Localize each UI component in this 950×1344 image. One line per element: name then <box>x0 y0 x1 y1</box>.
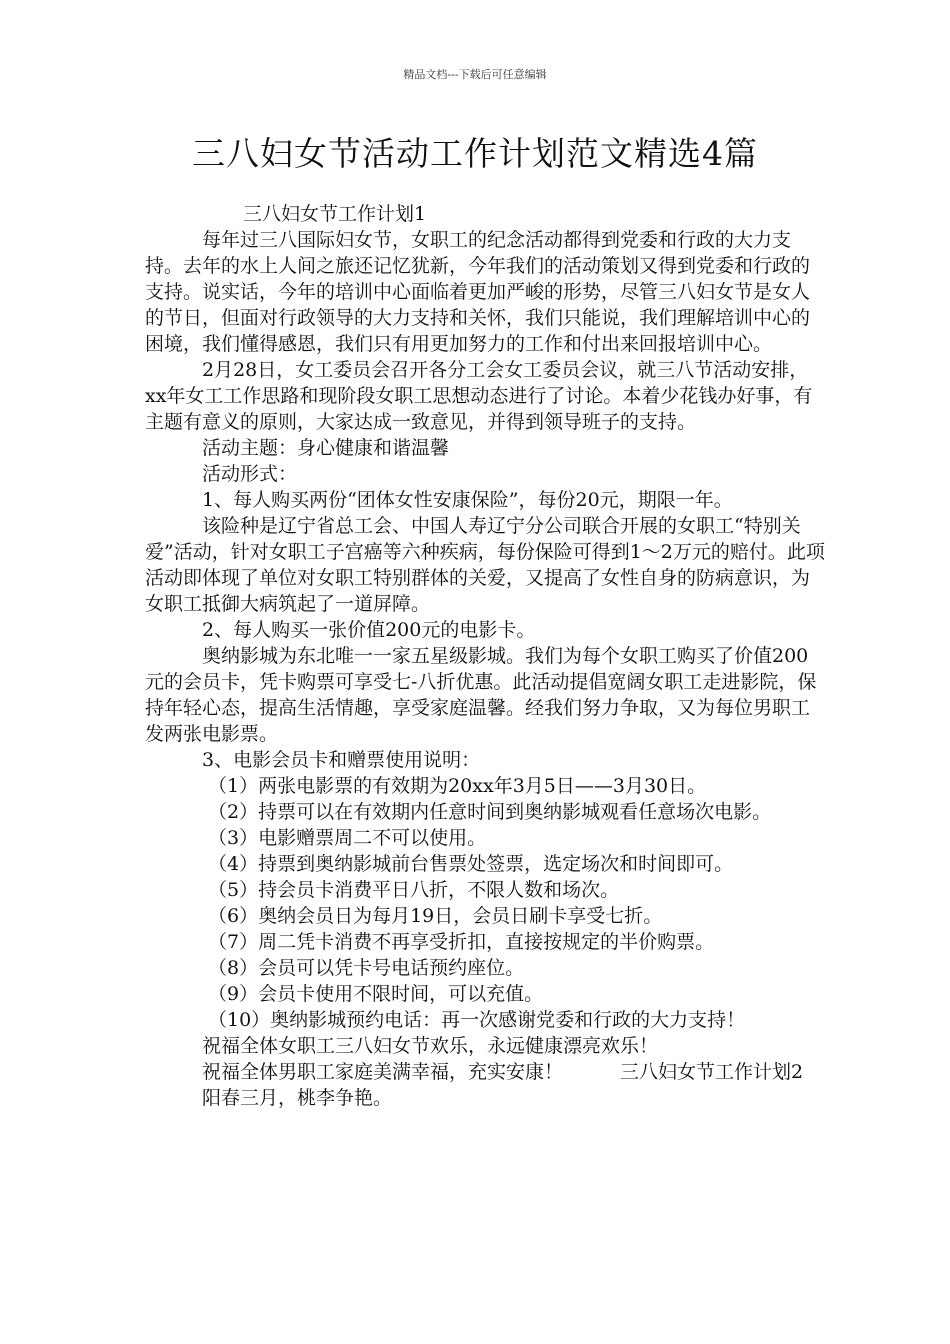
list-item: （1）两张电影票的有效期为20xx年3月5日——3月30日。 <box>208 775 707 797</box>
body-paragraph: 阳春三月，桃李争艳。 <box>202 1087 393 1109</box>
list-item: （10）奥纳影城预约电话：再一次感谢党委和行政的大力支持！ <box>208 1009 746 1031</box>
body-paragraph: 2、每人购买一张价值200元的电影卡。 <box>202 619 536 641</box>
body-paragraph: 祝福全体男职工家庭美满幸福，充实安康！ 三八妇女节工作计划2 <box>202 1061 804 1083</box>
body-paragraph: 活动主题：身心健康和谐温馨 <box>202 437 450 459</box>
document-title: 三八妇女节活动工作计划范文精选4篇 <box>192 134 758 173</box>
body-paragraph: 1、每人购买两份“团体女性安康保险”，每份20元，期限一年。 <box>202 489 733 511</box>
body-paragraph: 每年过三八国际妇女节，女职工的纪念活动都得到党委和行政的大力支持。去年的水上人间之旅还记忆犹新，今年我们的活动策划又得到党委和行政的支持。说实话，今年的培训中心面临着更加严峻的形势，尽管三八妇女节是女人的节日，但面对行政领导的大力支持和关怀，我们只能说，我们理解培训中心的困境，我们懂得感恩，我们只有用更加努力的工作和付出来回报培训中心。 <box>145 229 811 355</box>
list-item: （8）会员可以凭卡号电话预约座位。 <box>208 957 525 979</box>
body-paragraph: 奥纳影城为东北唯一一家五星级影城。我们为每个女职工购买了价值200元的会员卡，凭卡购票可享受七-八折优惠。此活动提倡宽阔女职工走进影院，保持年轻心态，提高生活情趣，享受家庭温馨。经我们努力争取，又为每位男职工发两张电影票。 <box>145 645 817 745</box>
body-paragraph: 3、电影会员卡和赠票使用说明： <box>202 749 481 771</box>
body-paragraph: 祝福全体女职工三八妇女节欢乐，永远健康漂亮欢乐！ <box>202 1035 659 1057</box>
section-heading: 三八妇女节工作计划1 <box>243 203 427 225</box>
list-item: （7）周二凭卡消费不再享受折扣，直接按规定的半价购票。 <box>208 931 715 953</box>
list-item: （4）持票到奥纳影城前台售票处签票，选定场次和时间即可。 <box>208 853 734 875</box>
list-item: （3）电影赠票周二不可以使用。 <box>208 827 487 849</box>
body-paragraph: 该险种是辽宁省总工会、中国人寿辽宁分公司联合开展的女职工“特别关爱”活动，针对女职工子宫癌等六种疾病，每份保险可得到1～2万元的赔付。此项活动即体现了单位对女职工特别群体的关爱，又提高了女性自身的防病意识，为女职工抵御大病筑起了一道屏障。 <box>145 515 825 615</box>
header-note: 精品文档---下载后可任意编辑 <box>403 68 547 81</box>
list-item: （5）持会员卡消费平日八折，不限人数和场次。 <box>208 879 620 901</box>
body-paragraph: 2月28日，女工委员会召开各分工会女工委员会议，就三八节活动安排，xx年女工工作思路和现阶段女职工思想动态进行了讨论。本着少花钱办好事，有主题有意义的原则，大家达成一致意见，并得到领导班子的支持。 <box>145 359 813 433</box>
list-item: （9）会员卡使用不限时间，可以充值。 <box>208 983 544 1005</box>
body-paragraph: 活动形式： <box>202 463 298 485</box>
document-body <box>145 201 825 1111</box>
list-item: （6）奥纳会员日为每月19日，会员日刷卡享受七折。 <box>208 905 663 927</box>
list-item: （2）持票可以在有效期内任意时间到奥纳影城观看任意场次电影。 <box>208 801 772 823</box>
